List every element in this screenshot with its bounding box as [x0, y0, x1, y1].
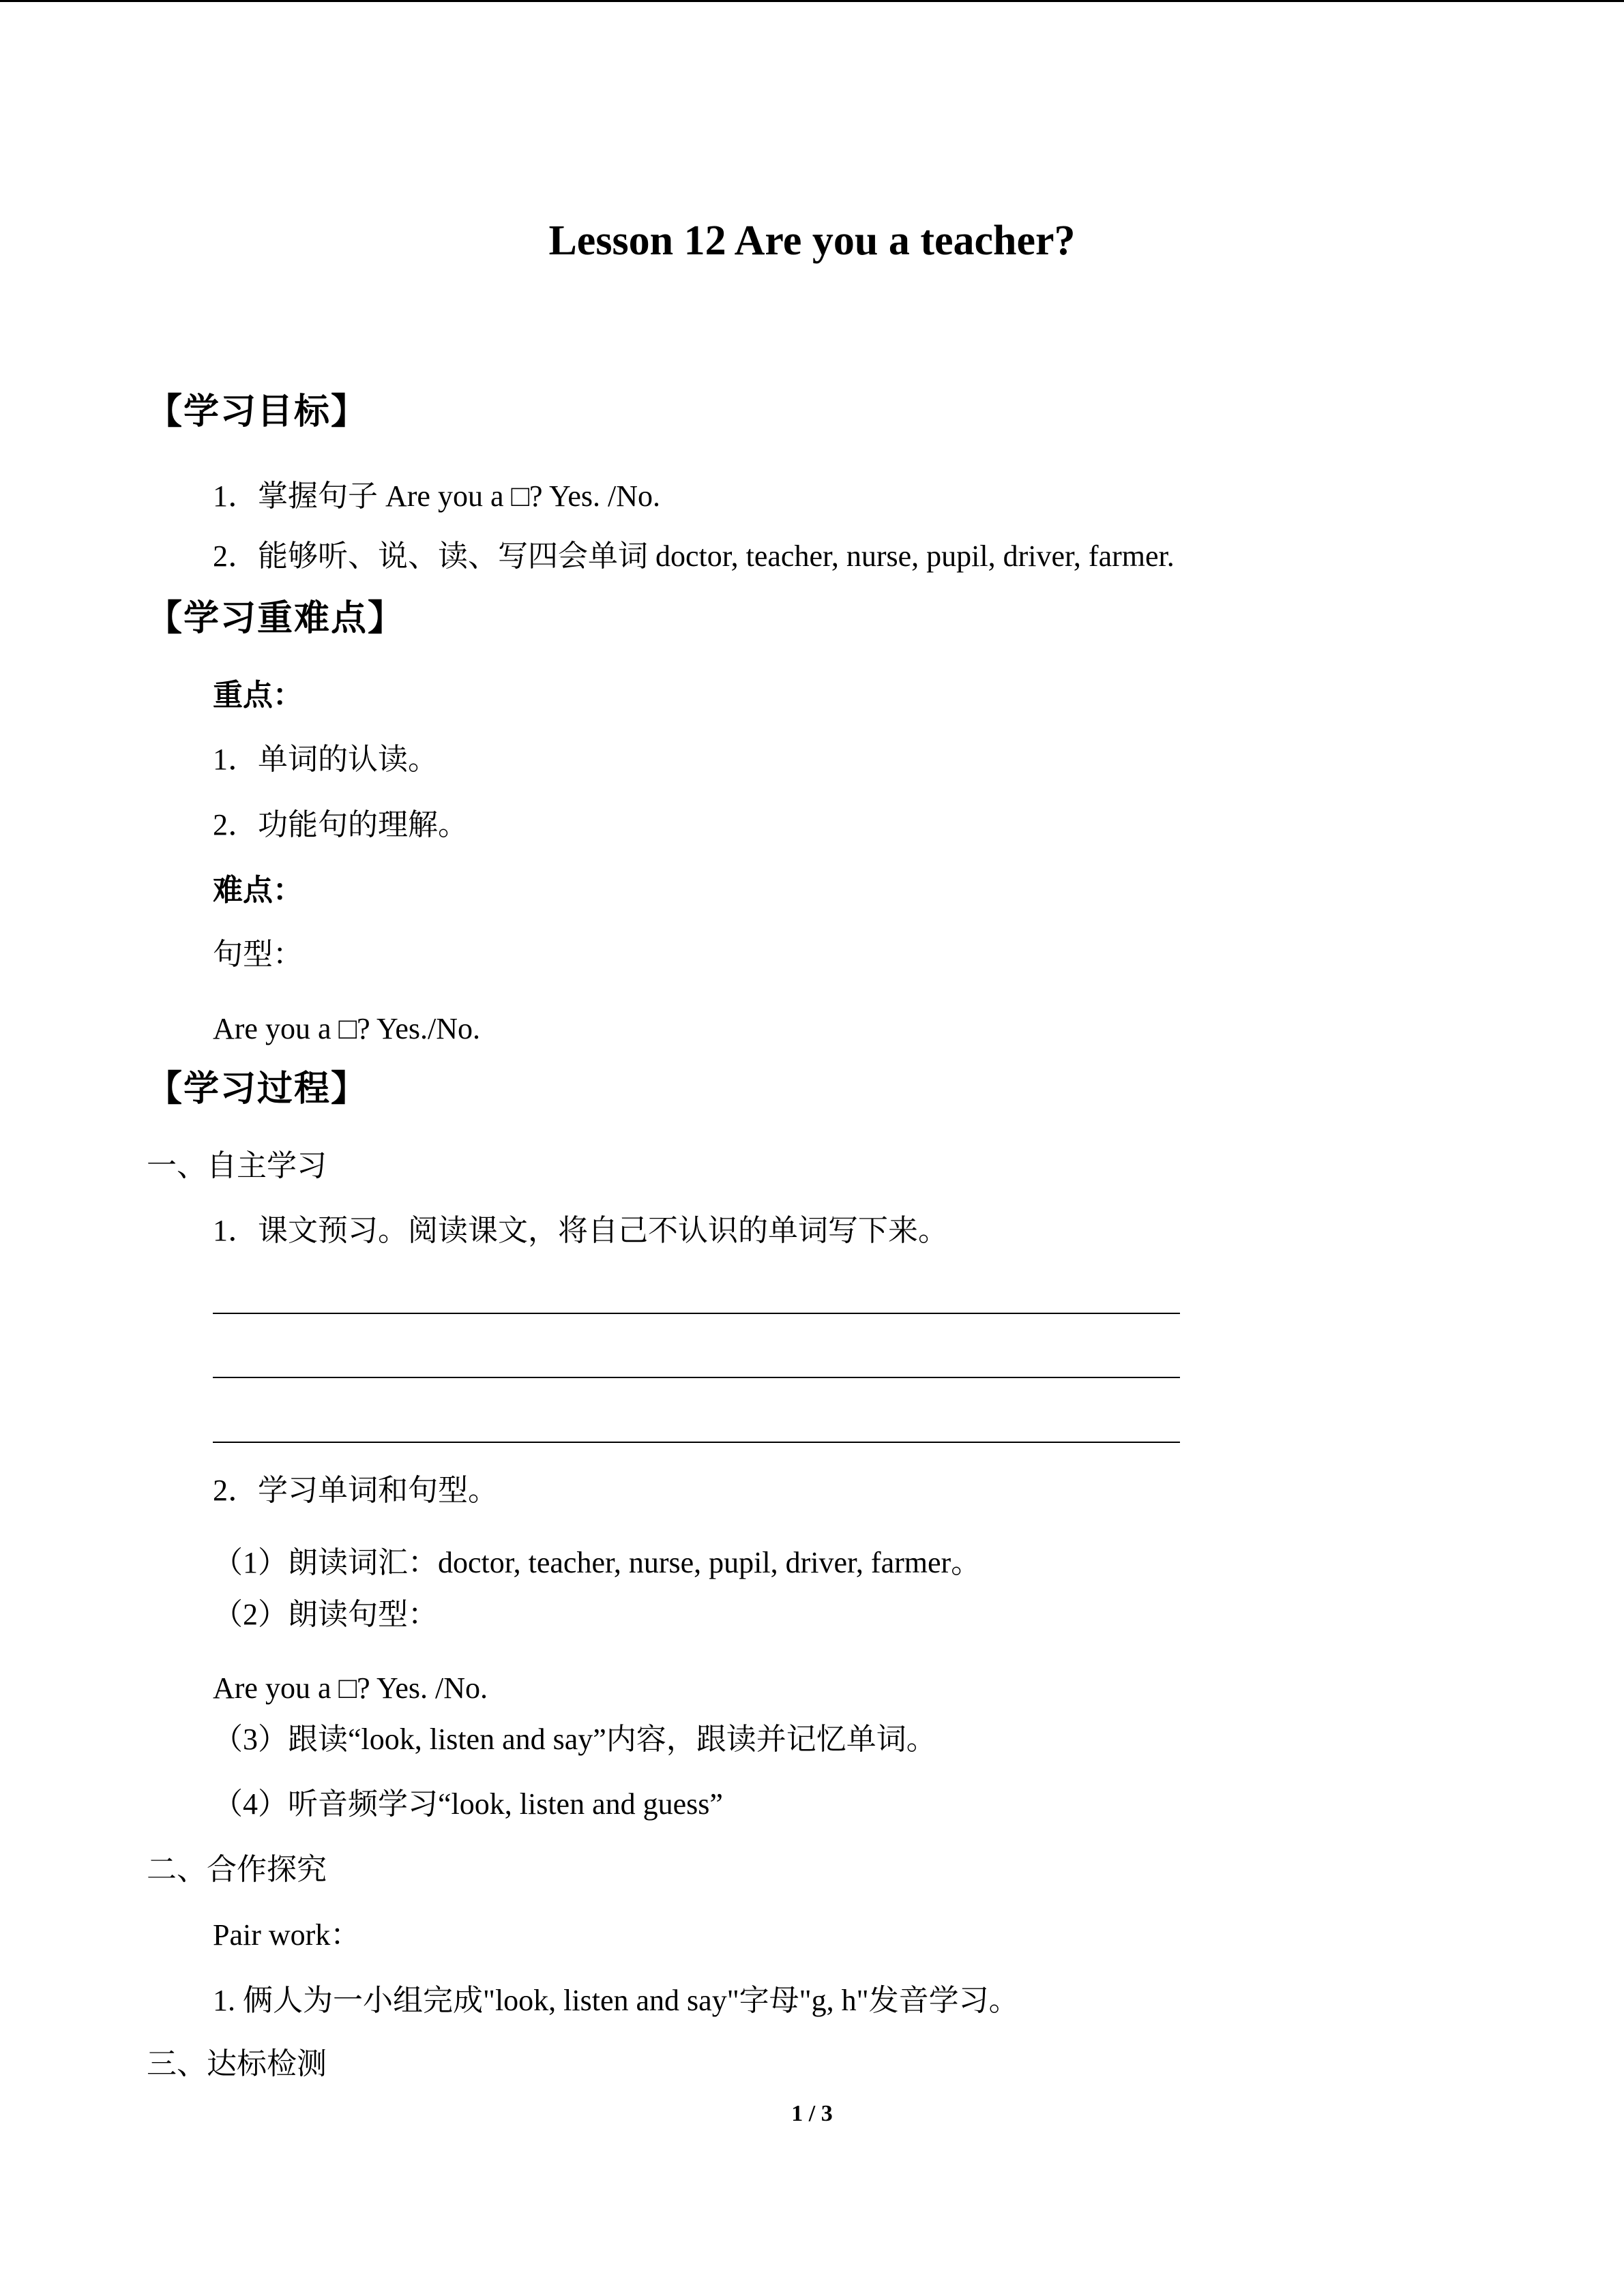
top-border-rule: [0, 0, 1624, 2]
page-title: Lesson 12 Are you a teacher?: [548, 218, 1076, 264]
part3-title: 三、达标检测: [147, 2047, 327, 2081]
objective-item-1: 1．掌握句子 Are you a □? Yes. /No.: [213, 479, 660, 513]
sentence-pattern: Are you a □? Yes./No.: [213, 1012, 480, 1045]
answer-blank-line-2: [213, 1377, 1180, 1378]
heading-key-points: 【学习重难点】: [147, 599, 405, 638]
part1-sub-2-pattern: Are you a □? Yes. /No.: [213, 1671, 488, 1705]
key-point-item-1: 1．单词的认读。: [213, 743, 438, 776]
part1-title: 一、自主学习: [147, 1149, 327, 1182]
difficult-points-label: 难点：: [213, 874, 303, 907]
key-points-label: 重点：: [213, 679, 303, 712]
page-number: 1 / 3: [791, 2101, 833, 2126]
key-point-item-2: 2．功能句的理解。: [213, 808, 468, 841]
answer-blank-line-1: [213, 1313, 1180, 1314]
objective-item-2: 2．能够听、说、读、写四会单词 doctor, teacher, nurse, pupil, driver, farmer.: [213, 539, 1175, 573]
part1-item-1: 1．课文预习。阅读课文，将自己不认识的单词写下来。: [213, 1214, 948, 1247]
sentence-pattern-label: 句型：: [213, 938, 303, 971]
pair-work-label: Pair work：: [213, 1918, 361, 1952]
part1-sub-2: （2）朗读句型：: [213, 1598, 438, 1631]
heading-learning-process: 【学习过程】: [147, 1070, 368, 1109]
part1-item-2: 2．学习单词和句型。: [213, 1474, 498, 1507]
part1-sub-1: （1）朗读词汇：doctor, teacher, nurse, pupil, driver, farmer。: [213, 1546, 981, 1579]
part1-sub-3: （3）跟读“look, listen and say”内容，跟读并记忆单词。: [213, 1723, 936, 1756]
answer-blank-line-3: [213, 1442, 1180, 1443]
part2-item-1: 1. 俩人为一小组完成"look, listen and say"字母"g, h"发音学习。: [213, 1984, 1019, 2017]
part1-sub-4: （4）听音频学习“look, listen and guess”: [213, 1787, 723, 1821]
part2-title: 二、合作探究: [147, 1853, 327, 1886]
heading-learning-objectives: 【学习目标】: [147, 393, 368, 432]
